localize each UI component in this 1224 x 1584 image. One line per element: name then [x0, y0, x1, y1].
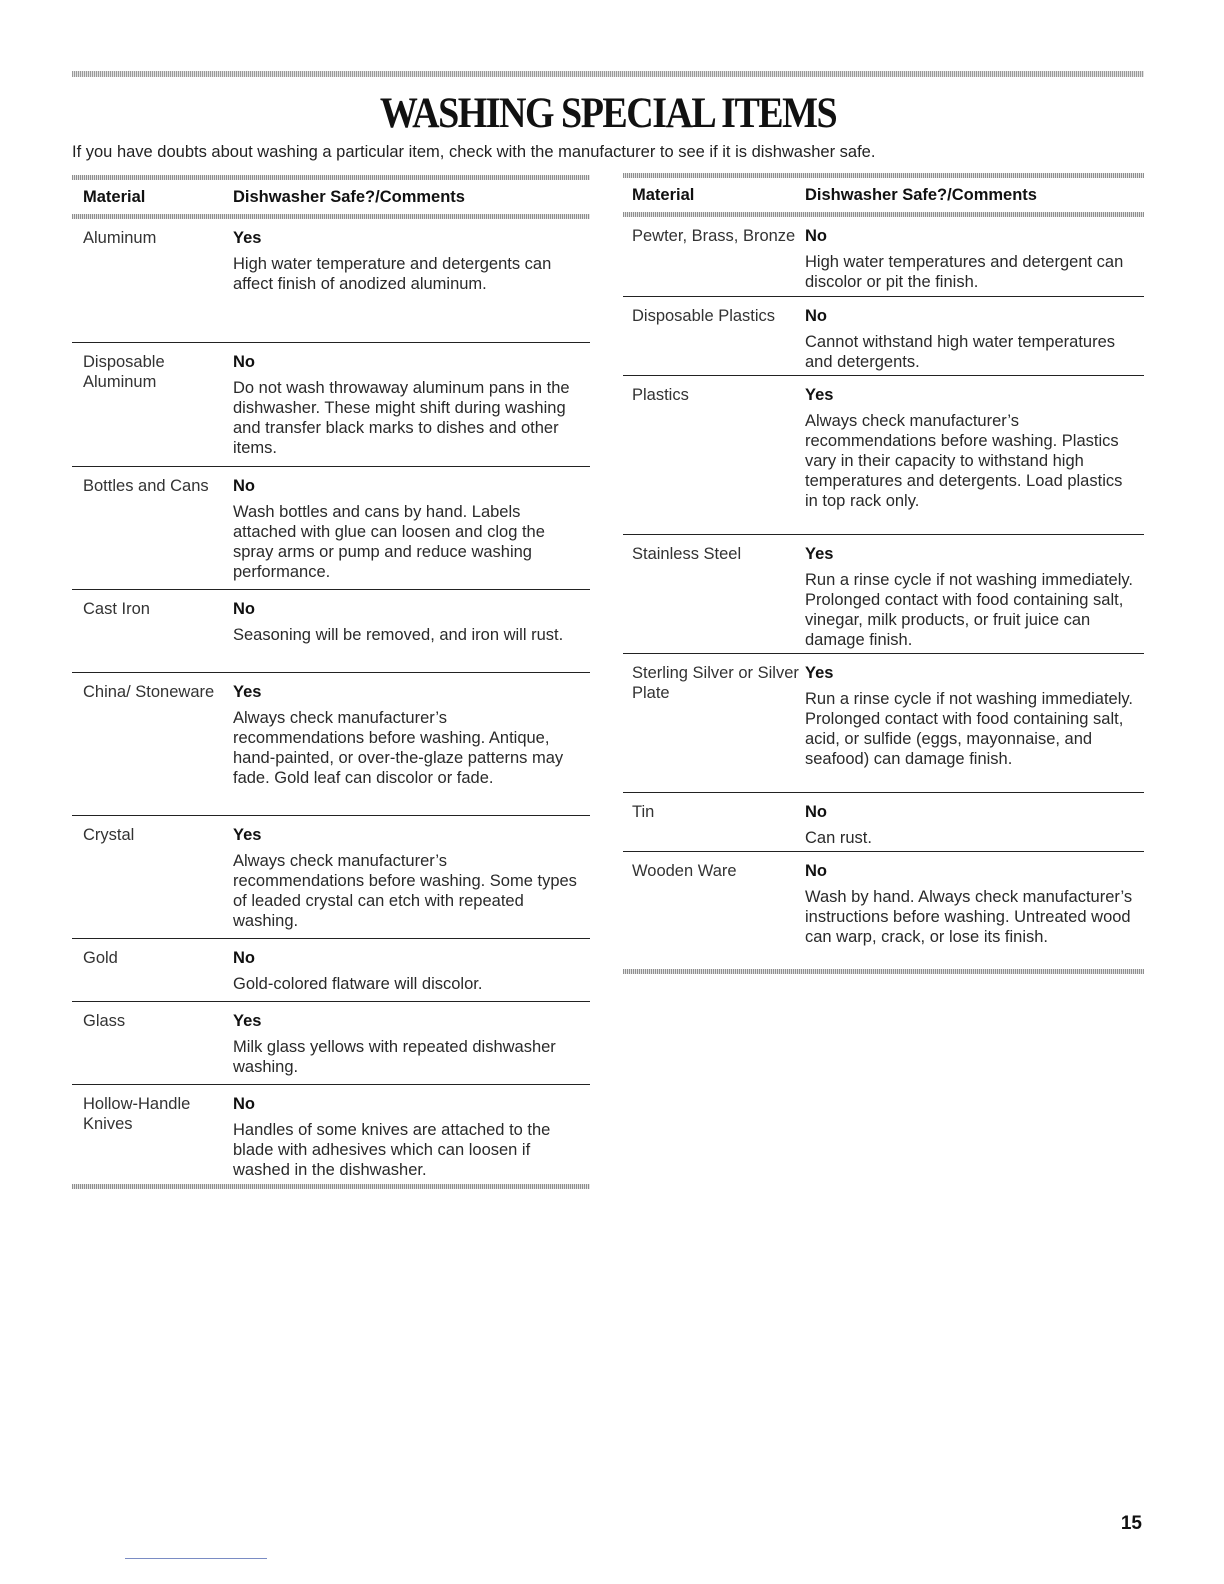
table-row — [72, 343, 590, 467]
header-comments: Dishwasher Safe?/Comments — [233, 187, 465, 206]
table-row — [72, 1002, 590, 1085]
table-header — [72, 180, 590, 214]
row-material: Stainless Steel — [632, 545, 742, 563]
table-row — [623, 793, 1144, 852]
table-row — [72, 590, 590, 673]
table-row — [72, 673, 590, 816]
row-verdict: Yes — [233, 826, 262, 844]
intro-text: If you have doubts about washing a particular item, check with the manufacturer to see if it is dishwasher safe. — [72, 143, 876, 161]
row-note: Can rust. — [805, 829, 872, 847]
row-note: Seasoning will be removed, and iron will rust. — [233, 626, 564, 644]
row-verdict: No — [805, 803, 827, 821]
row-verdict: No — [233, 353, 255, 371]
row-verdict: No — [233, 600, 255, 618]
row-material: Crystal — [83, 826, 135, 844]
row-note: High water temperatures and detergent can discolor or pit the finish. — [805, 253, 1124, 291]
row-verdict: No — [233, 949, 255, 967]
page-number: 15 — [1120, 1513, 1142, 1534]
row-verdict: Yes — [805, 386, 834, 404]
row-note: Gold-colored flatware will discolor. — [233, 975, 483, 993]
table-row — [72, 219, 590, 343]
row-note: Handles of some knives are attached to the blade with adhesives which can loosen if washed in the dishwasher. — [233, 1121, 551, 1179]
row-note: Always check manufacturer’s recommendations before washing. Antique, hand-painted, or over-the-glaze patterns may fade. Gold leaf can discolor or fade. — [233, 709, 564, 787]
row-verdict: No — [233, 1095, 255, 1113]
row-note: Wash by hand. Always check manufacturer’s instructions before washing. Untreated wood can warp, crack, or lose its finish. — [805, 888, 1133, 946]
row-material: Hollow-Handle Knives — [83, 1095, 191, 1133]
page-title: WASHING SPECIAL ITEMS — [379, 89, 837, 138]
table-row — [623, 535, 1144, 654]
header-material: Material — [632, 185, 695, 204]
table-row — [72, 1085, 590, 1184]
row-note: Do not wash throwaway aluminum pans in the dishwasher. These might shift during washing and transfer black marks to dishes and other items. — [233, 379, 570, 457]
row-material: Sterling Silver or Silver Plate — [632, 664, 799, 702]
row-material: Disposable Plastics — [632, 307, 776, 325]
row-verdict: No — [805, 862, 827, 880]
row-note: Run a rinse cycle if not washing immediately. Prolonged contact with food containing salt, vinegar, milk products, or fruit juice can damage finish. — [805, 571, 1134, 649]
table-row — [623, 217, 1144, 297]
top-hatched-rule — [72, 71, 1144, 77]
row-note: Milk glass yellows with repeated dishwasher washing. — [233, 1038, 556, 1076]
row-verdict: Yes — [233, 229, 262, 247]
table-row — [623, 297, 1144, 376]
row-material: Disposable Aluminum — [83, 353, 165, 391]
row-material: Wooden Ware — [632, 862, 737, 880]
row-material: Tin — [632, 803, 655, 821]
row-verdict: Yes — [805, 545, 834, 563]
row-note: Always check manufacturer’s recommendations before washing. Some types of leaded crystal can etch with repeated washing. — [233, 852, 577, 930]
row-material: Plastics — [632, 386, 689, 404]
row-verdict: No — [805, 307, 827, 325]
table-bottom-rule — [72, 1184, 590, 1189]
row-material: Cast Iron — [83, 600, 150, 618]
row-material: Glass — [83, 1012, 126, 1030]
table-row — [623, 376, 1144, 535]
footer-line — [125, 1558, 267, 1559]
table-row — [623, 852, 1144, 969]
table-row — [72, 816, 590, 939]
row-verdict: Yes — [233, 683, 262, 701]
row-verdict: Yes — [233, 1012, 262, 1030]
row-note: Always check manufacturer’s recommendations before washing. Plastics vary in their capacity to withstand high temperatures and detergents. Load plastics in top rack only. — [805, 412, 1123, 510]
row-note: Cannot withstand high water temperatures and detergents. — [805, 333, 1116, 371]
row-note: High water temperature and detergents can affect finish of anodized aluminum. — [233, 255, 552, 293]
header-comments: Dishwasher Safe?/Comments — [805, 185, 1037, 204]
row-note: Wash bottles and cans by hand. Labels attached with glue can loosen and clog the spray arms or pump and reduce washing performance. — [233, 503, 545, 581]
header-material: Material — [83, 187, 146, 206]
row-material: Aluminum — [83, 229, 157, 247]
row-material: China/ Stoneware — [83, 683, 215, 701]
table-bottom-rule — [623, 969, 1144, 974]
row-verdict: No — [805, 227, 827, 245]
row-material: Pewter, Brass, Bronze — [632, 227, 796, 245]
row-verdict: No — [233, 477, 255, 495]
row-material: Bottles and Cans — [83, 477, 209, 495]
row-material: Gold — [83, 949, 118, 967]
table-row — [623, 654, 1144, 793]
table-row — [72, 939, 590, 1002]
materials-table-left — [72, 175, 590, 1189]
row-note: Run a rinse cycle if not washing immediately. Prolonged contact with food containing salt, acid, or sulfide (eggs, mayonnaise, and seafood) can damage finish. — [805, 690, 1134, 768]
table-header — [623, 178, 1144, 212]
table-row — [72, 467, 590, 590]
row-verdict: Yes — [805, 664, 834, 682]
materials-table-right — [623, 173, 1144, 974]
